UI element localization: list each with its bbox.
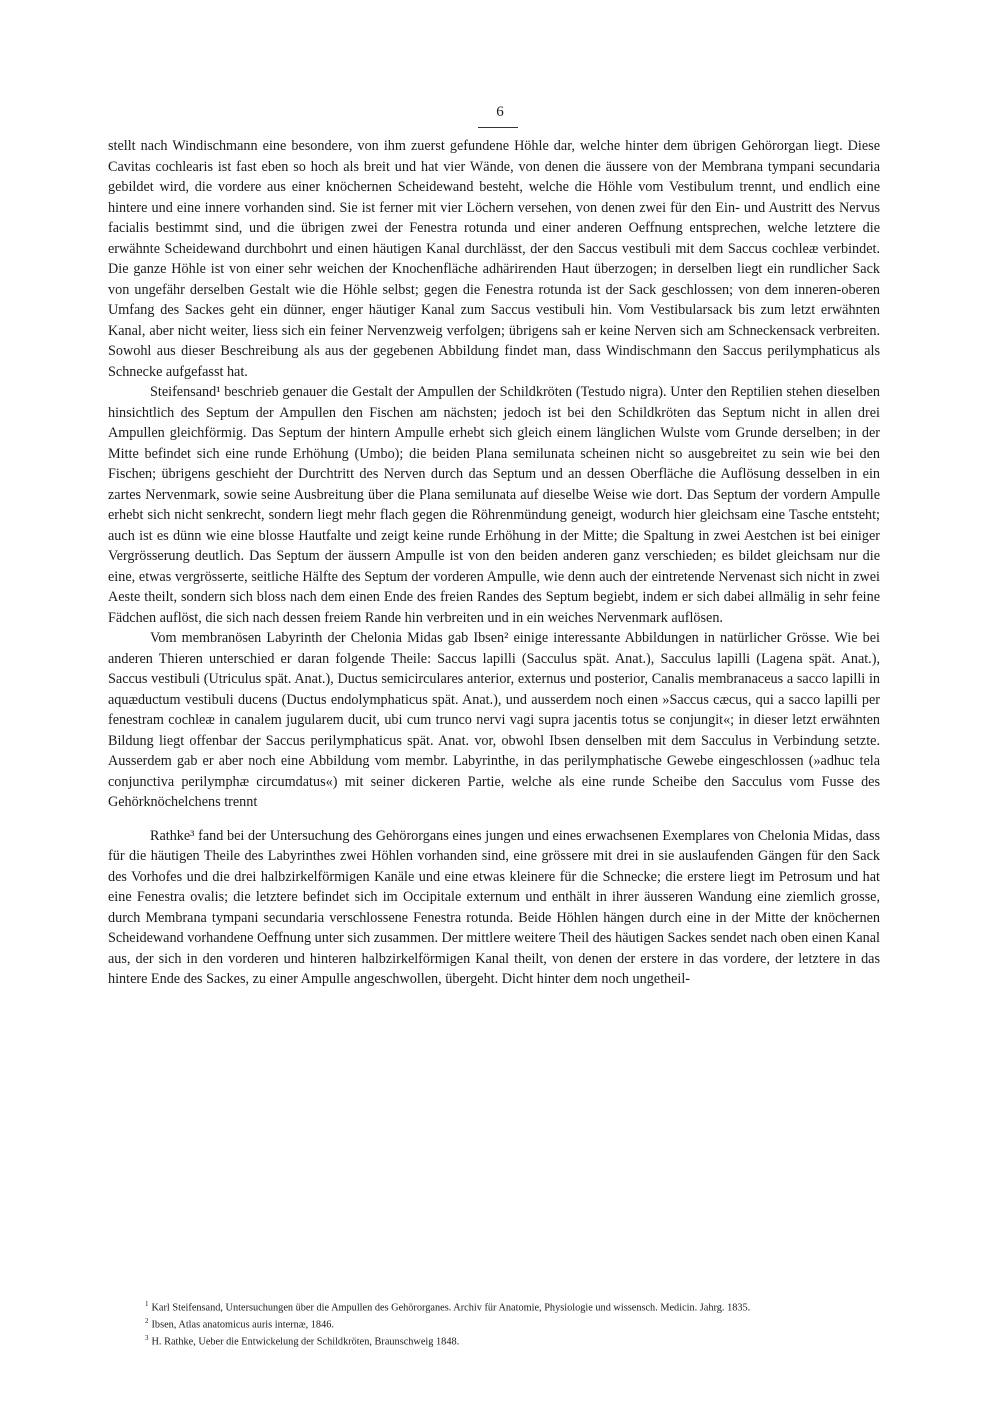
footnote-mark: 3 bbox=[145, 1333, 149, 1342]
footnote-text: Ibsen, Atlas anatomicus auris internæ, 1846. bbox=[151, 1319, 334, 1331]
paragraph-continuation: stellt nach Windischmann eine besondere, von ihm zuerst gefundene Höhle dar, welche hinter dem übrigen Gehörorgan liegt. Diese Cavitas cochlearis ist fast eben so hoch als breit und hat vier Wände, von denen die äussere von der Membrana tympani secundaria gebildet wird, die vordere aus einer knöchernen Scheidewand besteht, welche die Höhle vom Vestibulum trennt, und endlich eine hintere und eine innere vorhanden sind. Sie ist ferner mit vier Löchern versehen, von denen zwei für den Ein- und Austritt des Nervus facialis bestimmt sind, und die übrigen zwei der Fenestra rotunda und einer anderen Oeffnung entsprechen, welche letztere die erwähnte Scheidewand durchbohrt und einen häutigen Kanal durchlässt, der den Saccus vestibuli mit dem Saccus cochleæ verbindet. Die ganze Höhle ist von einer sehr weichen der Knochenfläche adhärirenden Haut überzogen; in derselben liegt ein rundlicher Sack von ungefähr derselben Gestalt wie die Höhle selbst; gegen die Fenestra rotunda ist der Sack geschlossen; von dem inneren-oberen Umfang des Sackes geht ein dünner, enger häutiger Kanal zum Saccus vestibuli hin. Vom Vestibularsack bis zum letzt erwähnten Kanal, aber nicht weiter, liess sich ein feiner Nervenzweig verfolgen; übrigens sah er keine Nerven sich am Schneckensack verbreiten. Sowohl aus dieser Beschreibung als aus der gegebenen Abbildung findet man, dass Windischmann den Saccus perilymphaticus als Schnecke aufgefasst hat. bbox=[108, 138, 880, 380]
paragraph-ibsen: Vom membranösen Labyrinth der Chelonia Midas gab Ibsen² einige interessante Abbildungen in natürlicher Grösse. Wie bei anderen Thieren unterschied er daran folgende Theile: Saccus lapilli (Sacculus spät. Anat.), Sacculus lapilli (Lagena spät. Anat.), Saccus vestibuli (Utriculus spät. Anat.), Ductus semicirculares anterior, externus und posterior, Canalis membranaceus a sacco lapilli in aquæductum vestibuli ducens (Ductus endolymphaticus spät. Anat.), und ausserdem noch einen »Saccus cæcus, qui a sacco lapilli per fenestram cochleæ in canalem jugularem ducit, ubi cum trunco nervi vagi supra jacentis totus se conjungit«; in dieser letzt erwähnten Bildung liegt offenbar der Saccus perilymphaticus spät. Anat. vor, obwohl Ibsen denselben mit dem Sacculus in Verbindung setzte. Ausserdem gab er aber noch eine Abbildung vom membr. Labyrinthe, in das perilymphatische Gewebe eingeschlossen (»adhuc tela conjunctiva perilymphæ circumdatus«) mit seiner dickeren Partie, welche als eine runde Scheibe den Sacculus vom Fusse des Gehörknöchelchens trennt bbox=[108, 630, 880, 810]
footnote bbox=[145, 1315, 885, 1332]
footnote-text: Karl Steifensand, Untersuchungen über die Ampullen des Gehörorganes. Archiv für Anatomie, Physiologie und wissensch. Medicin. Jahrg. 1835. bbox=[151, 1302, 751, 1314]
footnote-mark: 2 bbox=[145, 1316, 149, 1325]
paragraph-rathke: Rathke³ fand bei der Untersuchung des Gehörorgans eines jungen und eines erwachsenen Exemplares von Chelonia Midas, dass für die häutigen Theile des Labyrinthes zwei Höhlen vorhanden sind, eine grössere mit drei in sie auslaufenden Gängen für den Sack des Vorhofes und die drei halbzirkelförmigen Kanäle und eine etwas kleinere für die Schnecke; die erstere liegt im Petrosum und hat eine Fenestra ovalis; die letztere befindet sich im Occipitale externum und enthält in ihrer äusseren Wandung eine ziemlich grosse, durch Membrana tympani secundaria verschlossene Fenestra rotunda. Beide Höhlen hängen durch eine in der Mitte der knöchernen Scheidewand vorhandene Oeffnung unter sich zusammen. Der mittlere weitere Theil des häutigen Sackes sendet nach oben einen Kanal aus, der sich in den vorderen und hinteren halbzirkelförmigen Kanal theilt, von denen der erstere in das vordere, der letztere in das hintere Ende des Sackes, zu einer Ampulle angeschwollen, übergeht. Dicht hinter dem noch ungetheil- bbox=[108, 827, 880, 987]
footnote-mark: 1 bbox=[145, 1300, 149, 1308]
footnote bbox=[145, 1332, 885, 1349]
body-text bbox=[108, 136, 880, 990]
footnote bbox=[145, 1298, 885, 1315]
footnotes bbox=[145, 1298, 885, 1349]
paragraph-steifensand: Steifensand¹ beschrieb genauer die Gestalt der Ampullen der Schildkröten (Testudo nigra). Unter den Reptilien stehen dieselben hinsichtlich des Septum der Ampullen den Fischen am nächsten; jedoch ist bei den Schildkröten das Septum nicht in allen drei Ampullen gleichförmig. Das Septum der hintern Ampulle erhebt sich gleich einem länglichen Wulste vom Grunde derselben; in der Mitte befindet sich eine runde Erhöhung (Umbo); die beiden Plana semilunata scheinen nicht so ausgebreitet zu sein wie bei den Fischen; übrigens geschieht der Durchtritt des Nerven durch das Septum und an dessen Oberfläche die Auflösung desselben in ein zartes Nervenmark, sowie seine Ausbreitung über die Plana semilunata auf dieselbe Weise wie dort. Das Septum der vordern Ampulle erhebt sich nicht senkrecht, sondern liegt mehr flach gegen die Röhrenmündung geneigt, wodurch hier gleichsam eine Tasche entsteht; auch ist es dünn wie eine blosse Hautfalte und zeigt keine runde Erhöhung in der Mitte; die Spaltung in zwei Aestchen ist bei einiger Vergrösserung deutlich. Das Septum der äussern Ampulle ist von den beiden anderen ganz verschieden; es bildet gleichsam nur die eine, etwas vergrösserte, seitliche Hälfte des Septum der vorderen Ampulle, wie denn auch der eintretende Nervenast sich nicht in zwei Aeste theilt, sondern sich bloss nach dem einen Ende des freien Randes des Septum begiebt, indem er sich dabei allmälig in sehr feine Fädchen auflöst, die sich nach dessen freiem Rande hin verbreiten und in ein weiches Nervenmark auflösen. bbox=[108, 384, 880, 626]
footnote-text: H. Rathke, Ueber die Entwickelung der Schildkröten, Braunschweig 1848. bbox=[151, 1336, 460, 1348]
page-number: 6 bbox=[496, 104, 504, 120]
page-number-rule bbox=[478, 127, 518, 128]
